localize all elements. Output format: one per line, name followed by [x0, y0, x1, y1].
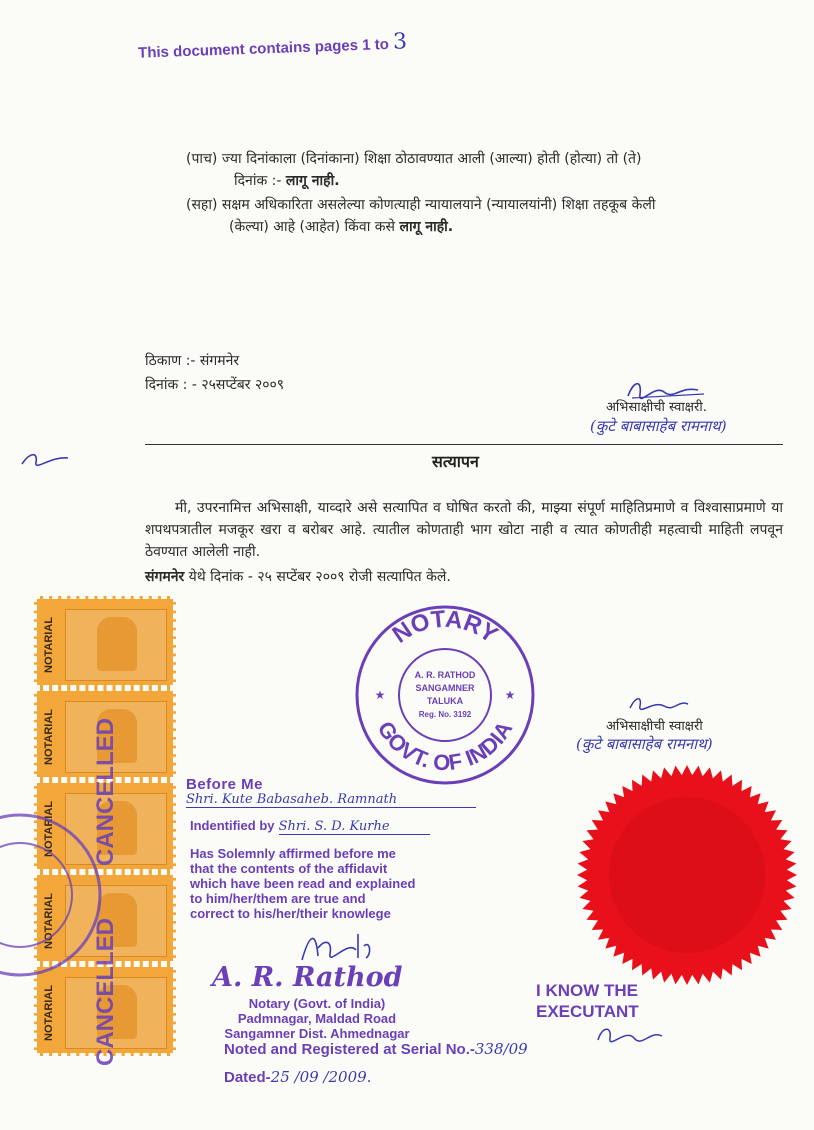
seal-star-icon: ★ [504, 688, 516, 702]
cancelled-overprint: CANCELLED [92, 918, 119, 1066]
know-executant-stamp [536, 980, 639, 1022]
know-executant-line: I KNOW THE [536, 981, 638, 1000]
seal-center-line: Reg. No. 3192 [418, 710, 472, 719]
verification-line [145, 566, 451, 588]
dated-label: Dated- [224, 1069, 271, 1086]
seal-center-line: TALUKA [426, 696, 464, 706]
seal-star-icon: ★ [374, 688, 386, 702]
stamp-label: NOTARIAL [43, 617, 55, 674]
verification-place: संगमनेर [145, 569, 185, 585]
dated-value: 25 /09 /2009. [270, 1068, 372, 1086]
notary-seal [354, 604, 536, 786]
page-count-number: 3 [392, 29, 408, 55]
affirmation-line: to him/her/them are true and [190, 891, 366, 906]
margin-scribble [18, 448, 74, 472]
verification-paragraph: मी, उपरनामित्त अभिसाक्षी, याव्दारे असे सत्यापित व घोषित करतो की, माझ्या संपूर्ण माहितिप्रमाणे व विश्वासाप्रमाणे या शपथपत्रातील मजकूर खरा व बरोबर आहे. त्यातील कोणताही भाग खोटा नाही व त्यात कोणतीही महत्वाची माहिती लपवून ठेवण्यात आलेली नाही. [145, 500, 783, 560]
stamp-label: NOTARIAL [43, 893, 55, 950]
before-me-name: Shri. Kute Babasaheb. Ramnath [186, 792, 476, 808]
identified-by-label: Indentified by [190, 818, 275, 833]
place-line: ठिकाण :- संगमनेर [145, 353, 240, 369]
cancelled-overprint: CANCELLED [92, 718, 119, 866]
notary-details [192, 996, 442, 1041]
handwritten-name-2: (कुटे बाबासाहेब रामनाथ) [576, 735, 713, 753]
affirmation-line: which have been read and explained [190, 876, 416, 891]
handwritten-name-1: (कुटे बाबासाहेब रामनाथ) [590, 417, 727, 435]
identified-by-row [190, 818, 430, 834]
before-me-label: Before Me [186, 776, 264, 793]
stamp-label: NOTARIAL [43, 801, 55, 858]
clause-6-cont [229, 216, 453, 238]
clause-date-value: लागू नाही. [285, 173, 340, 189]
affirmation-line: that the contents of the affidavit [190, 861, 388, 876]
affirmation-line: Has Solemnly affirmed before me [190, 846, 396, 861]
notary-detail-line: Padmnagar, Maldad Road [237, 1011, 397, 1026]
clause-6 [186, 194, 766, 216]
date-line: दिनांक : - २५सप्टेंबर २००९ [145, 377, 285, 393]
divider-line [145, 444, 783, 445]
deponent-signature-label-2: अभिसाक्षीची स्वाक्षरी [606, 719, 703, 734]
affirmation-line: correct to his/her/their knowlege [190, 906, 391, 921]
stamp-label: NOTARIAL [43, 985, 55, 1042]
page-count-stamp [138, 29, 408, 63]
know-executant-line: EXECUTANT [536, 1002, 639, 1021]
signature-scribble-2 [624, 694, 694, 716]
executant-signature-scribble [592, 1022, 668, 1048]
deponent-signature-label-1: अभिसाक्षीची स्वाक्षरी. [606, 400, 707, 415]
page-count-text: This document contains pages 1 to [137, 35, 390, 62]
clause-cont-prefix: (केल्या) आहे (आहेत) किंवा कसे [229, 219, 400, 235]
registration-serial: 338/09 [474, 1040, 528, 1058]
clause-text: ज्या दिनांकाला (दिनांकाना) शिक्षा ठोठावण्यात आली (आल्या) होती (होत्या) तो (ते) [221, 151, 642, 167]
notary-detail-line: Sangamner Dist. Ahmednagar [224, 1026, 410, 1041]
clause-number: (पाच) [186, 151, 218, 167]
red-seal-icon [574, 764, 800, 986]
verification-date: येथे दिनांक - २५ सप्टेंबर २००९ रोजी सत्यापित केले. [184, 569, 451, 585]
notary-detail-line: Notary (Govt. of India) [248, 996, 386, 1011]
clause-text: सक्षम अधिकारिता असलेल्या कोणत्याही न्यायालयाने (न्यायालयांनी) शिक्षा तहकूब केली [221, 197, 656, 213]
seal-bottom-text: GOVT. OF INDIA [372, 716, 518, 776]
identified-by-name: Shri. S. D. Kurhe [279, 819, 430, 835]
clause-5 [186, 148, 766, 170]
seal-top-text: NOTARY [387, 605, 503, 649]
registration-row [224, 1040, 528, 1058]
partial-seal-icon [0, 800, 110, 990]
notary-name: A. R. Rathod [212, 962, 403, 993]
section-title: सत्यापन [432, 452, 479, 471]
registration-label: Noted and Registered at Serial No.- [224, 1041, 475, 1058]
clause-5-date [234, 170, 340, 192]
seal-center-line: SANGAMNER [415, 683, 475, 693]
stamp-label: NOTARIAL [43, 709, 55, 766]
clause-date-prefix: दिनांक :- [234, 173, 286, 189]
affirmation-text [190, 846, 415, 921]
clause-number: (सहा) [186, 197, 218, 213]
seal-center-line: A. R. RATHOD [414, 670, 476, 680]
clause-cont-value: लागू नाही. [399, 219, 454, 235]
emblem-icon [97, 617, 137, 671]
dated-row [224, 1068, 371, 1086]
